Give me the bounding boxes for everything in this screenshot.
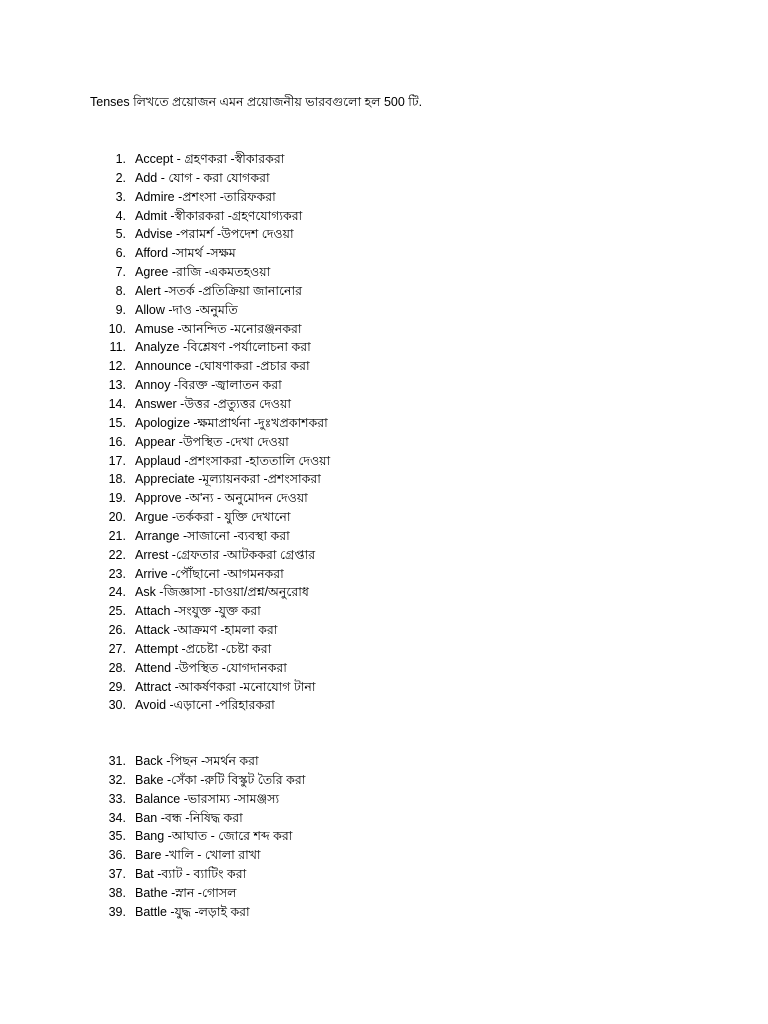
list-item-number: 26. (108, 623, 126, 638)
list-item-number: 16. (108, 434, 126, 449)
list-item-text: Back -পিছন -সমর্থন করা (135, 754, 259, 768)
list-item-number: 14. (108, 396, 126, 411)
list-item-number: 17. (108, 453, 126, 468)
list-item-text: Approve -অ'ন্য - অনুমোদন দেওয়া (135, 491, 308, 506)
list-item-text: Agree -রাজি -একমতহওয়া (135, 265, 271, 280)
list-item-text: Arrest -গ্রেফতার -আটককরা গ্রেপ্তার (135, 547, 316, 562)
list-item-number: 15. (108, 415, 126, 430)
list-item (96, 583, 696, 602)
list-item-text: Arrange -সাজানো -ব্যবস্থা করা (135, 528, 290, 543)
list-item-text: Alert -সতর্ক -প্রতিক্রিয়া জানানোর (135, 283, 303, 298)
list-item (96, 659, 696, 678)
list-item-number: 23. (108, 566, 126, 581)
list-item (96, 621, 696, 640)
list-item-text: Analyze -বিশ্লেষণ -পর্যালোচনা করা (135, 340, 311, 355)
list-item-number: 5. (115, 227, 126, 242)
list-item-text: Ban -বন্ধ -নিষিদ্ধ করা (135, 810, 243, 825)
list-item-number: 36. (108, 848, 126, 863)
list-item-text: Attend -উপস্থিত -যোগদানকরা (135, 660, 287, 675)
list-item-text: Answer -উত্তর -প্রত্যুত্তর দেওয়া (135, 396, 291, 411)
list-item (96, 809, 696, 828)
list-item (96, 263, 696, 282)
list-item (96, 865, 696, 884)
list-item-text: Apologize -ক্ষমাপ্রার্থনা -দুঃখপ্রকাশকরা (135, 415, 328, 430)
list-item-number: 32. (108, 772, 126, 787)
list-item-number: 33. (108, 791, 126, 806)
list-item-number: 22. (108, 547, 126, 562)
list-item-text: Bathe -স্নান -গোসল (135, 885, 237, 900)
list-item (96, 565, 696, 584)
list-item (96, 188, 696, 207)
list-item (96, 150, 696, 169)
list-item-number: 25. (108, 604, 126, 619)
list-item-number: 28. (108, 660, 126, 675)
list-item (96, 225, 696, 244)
list-item (96, 320, 696, 339)
verb-list-b (96, 752, 696, 922)
list-item-number: 3. (115, 189, 126, 204)
list-item-text: Attempt -প্রচেষ্টা -চেষ্টা করা (135, 641, 272, 656)
list-item-text: Amuse -আনন্দিত -মনোরঞ্জনকরা (135, 321, 302, 336)
list-item (96, 846, 696, 865)
list-item-text: Bare -খালি - খোলা রাখা (135, 848, 261, 863)
list-item (96, 338, 696, 357)
list-item-number: 6. (115, 246, 126, 261)
list-item (96, 282, 696, 301)
list-item (96, 752, 696, 771)
list-item-number: 2. (115, 170, 126, 185)
list-item (96, 678, 696, 697)
list-item-number: 19. (108, 491, 126, 506)
list-item (96, 395, 696, 414)
list-item (96, 452, 696, 471)
list-item-text: Appear -উপস্থিত -দেখা দেওয়া (135, 434, 289, 449)
page-heading: Tenses লিখতে প্রয়োজন এমন প্রয়োজনীয় ভারবগুলো হল 500 টি. (90, 95, 423, 109)
list-item-number: 13. (108, 378, 126, 393)
list-item-number: 10. (108, 321, 126, 336)
list-item (96, 827, 696, 846)
list-item-text: Ask -জিজ্ঞাসা -চাওয়া/প্রশ্ন/অনুরোধ (135, 585, 309, 600)
list-item-number: 37. (108, 867, 126, 882)
list-item (96, 790, 696, 809)
list-item-number: 11. (109, 340, 126, 355)
list-item-number: 31. (108, 754, 126, 768)
list-item (96, 433, 696, 452)
list-item-text: Attack -আক্রমণ -হামলা করা (135, 623, 278, 638)
list-item-text: Battle -যুদ্ধ -লড়াই করা (135, 904, 250, 919)
list-item-text: Bat -ব্যাট - ব্যাটিং করা (135, 867, 247, 882)
verb-list-a (96, 150, 696, 715)
list-item-number: 20. (108, 510, 126, 525)
list-item (96, 244, 696, 263)
list-item (96, 640, 696, 659)
list-item (96, 207, 696, 226)
list-item-text: Attract -আকর্ষণকরা -মনোযোগ টানা (135, 679, 316, 694)
list-item-number: 34. (108, 810, 126, 825)
list-item (96, 169, 696, 188)
list-item-text: Afford -সামর্থ -সক্ষম (135, 246, 236, 261)
list-item-number: 18. (108, 472, 126, 487)
list-item (96, 357, 696, 376)
list-item (96, 903, 696, 922)
list-item (96, 884, 696, 903)
list-item-number: 8. (115, 283, 126, 298)
list-item-number: 21. (108, 528, 126, 543)
list-item-text: Avoid -এড়ানো -পরিহারকরা (135, 698, 275, 713)
list-item-text: Bake -সেঁকা -রুটি বিস্কুট তৈরি করা (135, 772, 306, 787)
list-item-number: 29. (108, 679, 126, 694)
list-item (96, 301, 696, 320)
list-item-text: Argue -তর্ককরা - যুক্তি দেখানো (135, 510, 291, 525)
list-item-text: Applaud -প্রশংসাকরা -হাততালি দেওয়া (135, 453, 331, 468)
list-item-text: Accept - গ্রহণকরা -স্বীকারকরা (135, 152, 285, 166)
list-item (96, 489, 696, 508)
list-item (96, 508, 696, 527)
list-item-number: 35. (108, 829, 126, 844)
list-item-text: Annoy -বিরক্ত -জ্বালাতন করা (135, 378, 282, 393)
list-item-text: Add - যোগ - করা যোগকরা (135, 170, 270, 185)
list-item (96, 771, 696, 790)
list-item (96, 696, 696, 715)
list-item (96, 414, 696, 433)
list-item-text: Admire -প্রশংসা -তারিফকরা (135, 189, 276, 204)
list-item-number: 38. (108, 885, 126, 900)
list-item-number: 30. (108, 698, 126, 713)
list-item-text: Appreciate -মূল্যায়নকরা -প্রশংসাকরা (135, 472, 321, 487)
list-item-number: 24. (108, 585, 126, 600)
list-item (96, 546, 696, 565)
list-item-number: 9. (115, 302, 126, 317)
list-item-number: 7. (115, 265, 126, 280)
list-item-text: Announce -ঘোষণাকরা -প্রচার করা (135, 359, 310, 374)
list-item (96, 527, 696, 546)
list-item-text: Admit -স্বীকারকরা -গ্রহণযোগ্যকরা (135, 208, 303, 223)
list-item-text: Attach -সংযুক্ত -যুক্ত করা (135, 604, 261, 619)
list-item-text: Bang -আঘাত - জোরে শব্দ করা (135, 829, 293, 844)
list-item-number: 39. (108, 904, 126, 919)
list-item-text: Allow -দাও -অনুমতি (135, 302, 238, 317)
list-item (96, 470, 696, 489)
list-item-number: 4. (115, 208, 126, 223)
list-item-text: Balance -ভারসাম্য -সামঞ্জস্য (135, 791, 280, 806)
list-item (96, 376, 696, 395)
list-item-number: 27. (108, 641, 126, 656)
list-item (96, 602, 696, 621)
list-item-number: 12. (108, 359, 126, 374)
list-item-number: 1. (115, 152, 126, 166)
list-item-text: Arrive -পৌঁছানো -আগমনকরা (135, 566, 284, 581)
list-item-text: Advise -পরামর্শ -উপদেশ দেওয়া (135, 227, 294, 242)
